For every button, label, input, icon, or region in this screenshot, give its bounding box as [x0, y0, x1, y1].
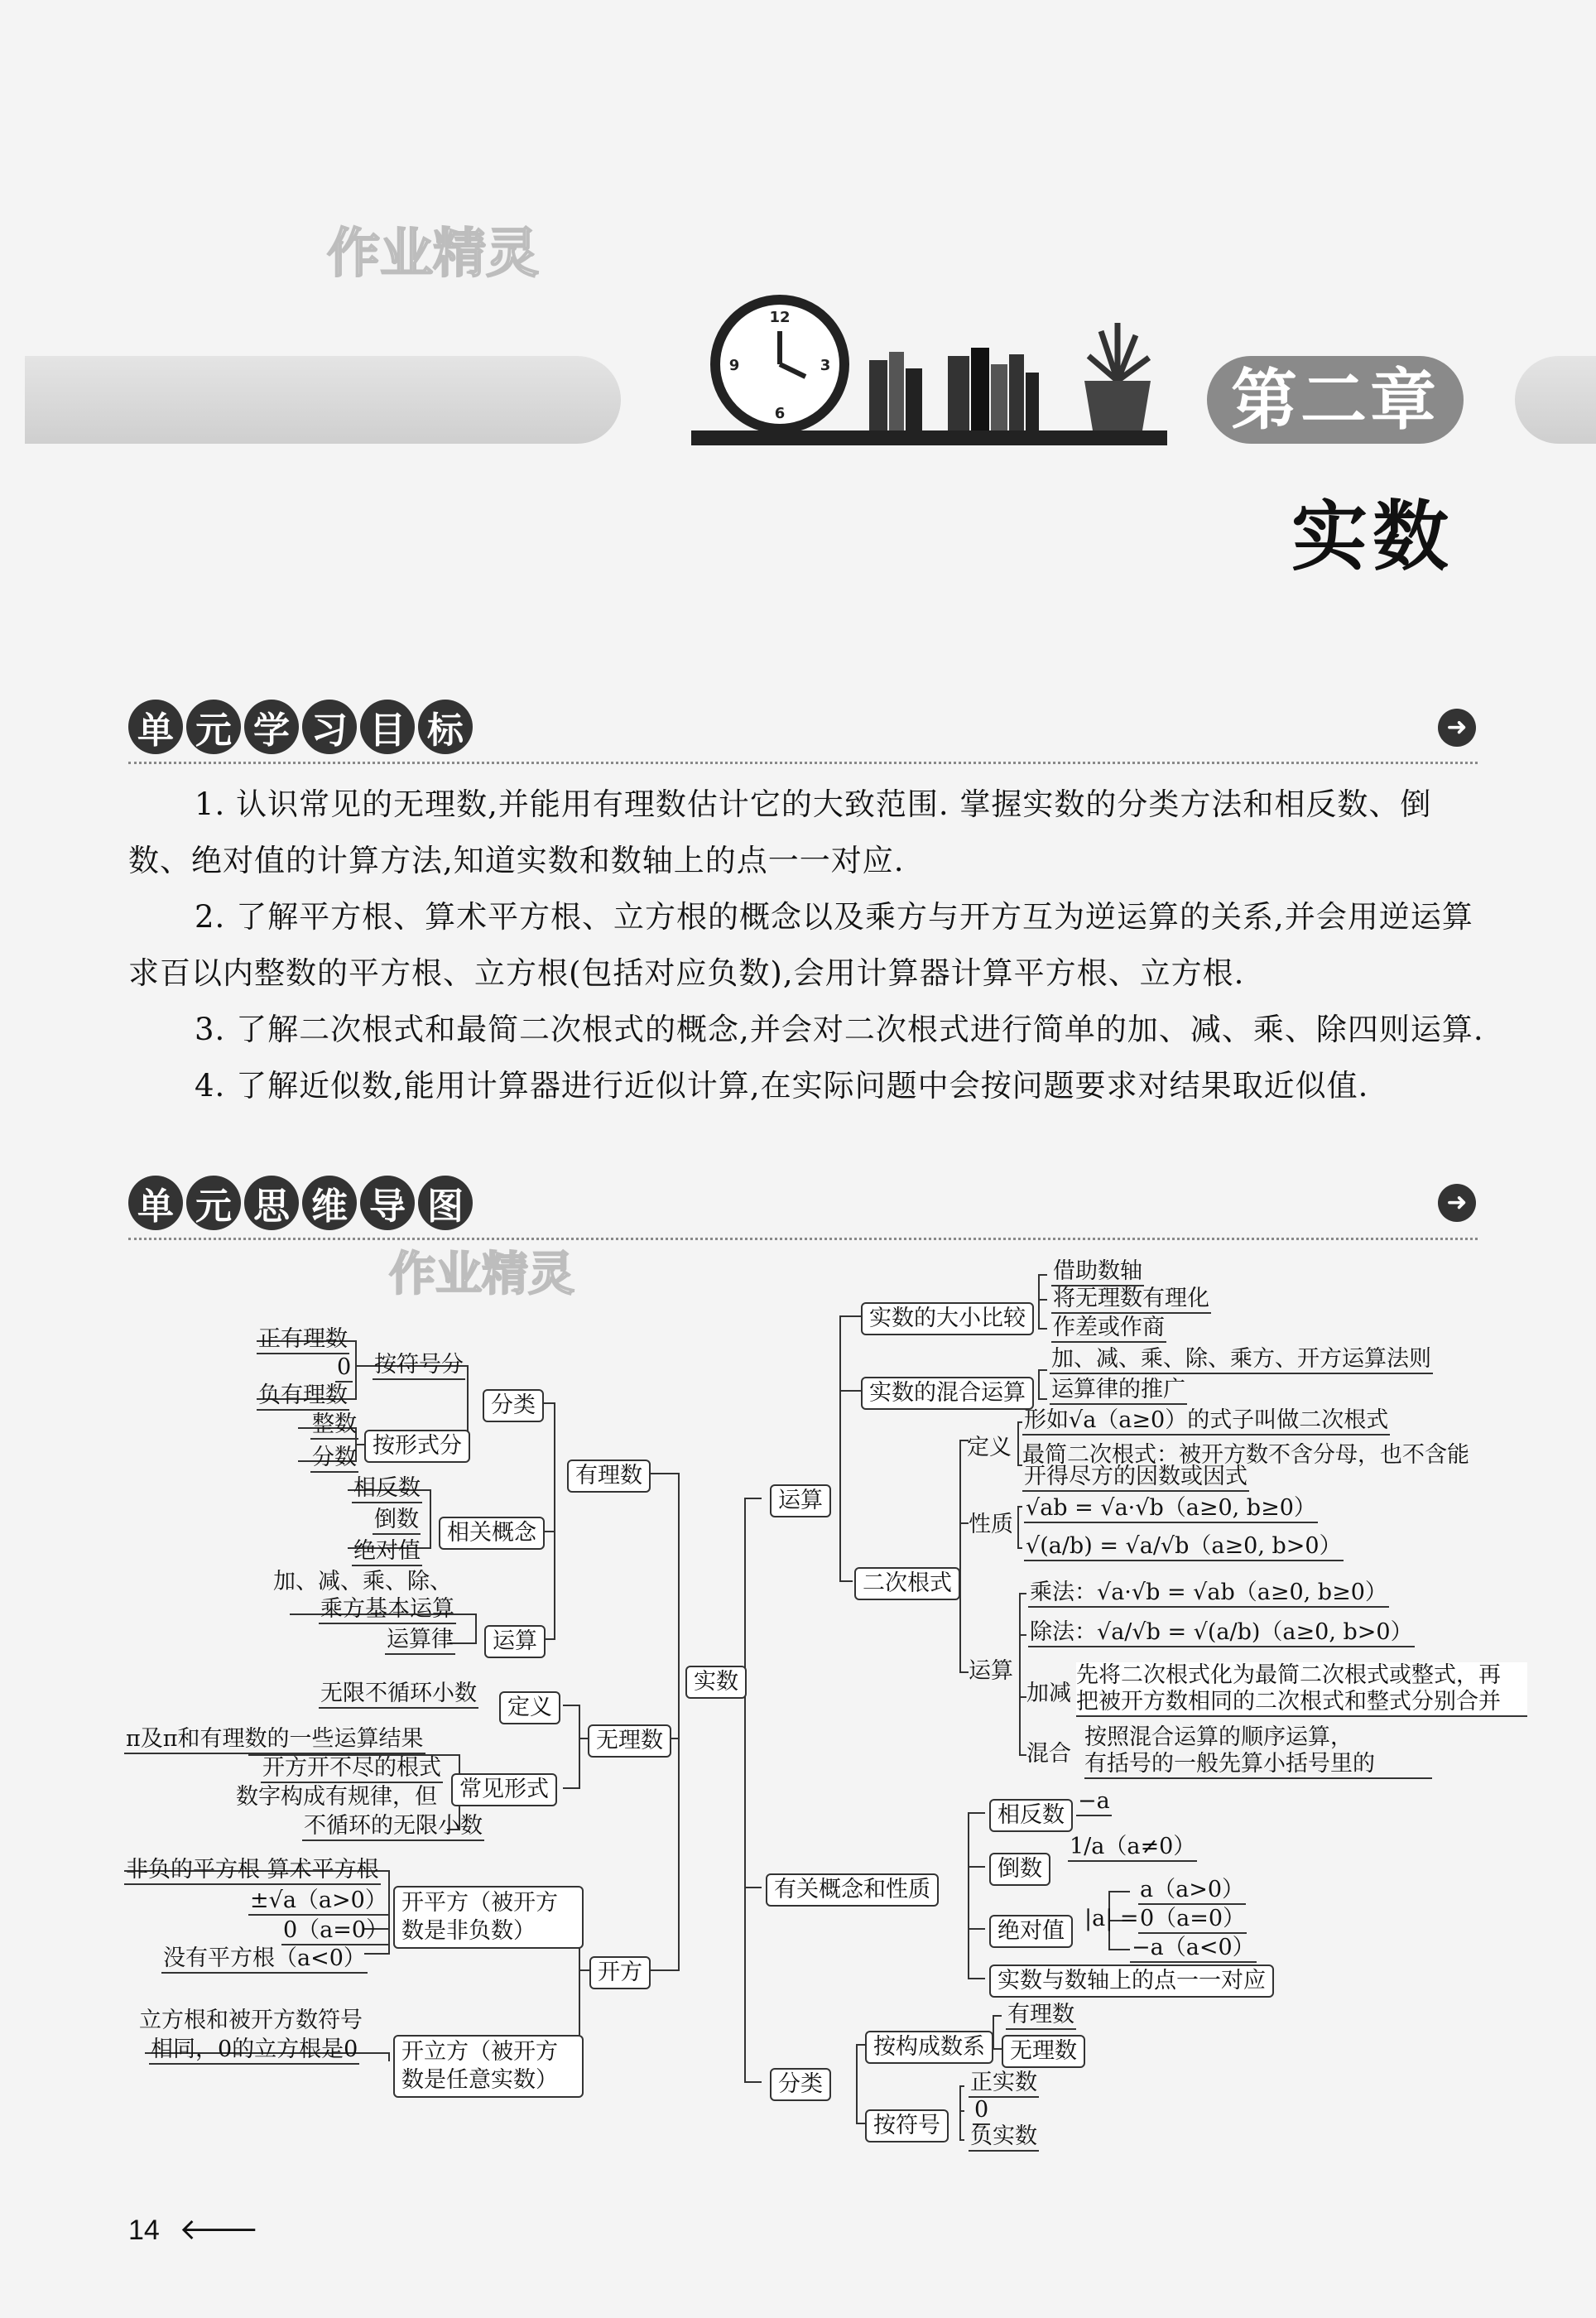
node-cls-rational: 有理数 [1006, 2002, 1076, 2030]
node-mix-1: 加、减、乘、除、乘方、开方运算法则 [1050, 1346, 1433, 1374]
node-cbrt-note-1: 立方根和被开方数符号 [139, 2008, 363, 2033]
goal-line-3: 2. 了解平方根、算术平方根、立方根的概念以及乘方与开方互为逆运算的关系,并会用逆运算 [195, 899, 1473, 935]
node-cmp-1: 借助数轴 [1051, 1258, 1144, 1286]
goals-char: 元 [186, 700, 241, 754]
goals-char: 单 [128, 700, 183, 754]
node-zero-sqrt: 0（a=0） [281, 1917, 390, 1945]
node-pm-sqrt: ±√a（a>0） [248, 1888, 389, 1916]
node-positive: 正实数 [969, 2070, 1039, 2098]
node-integer: 整数 [310, 1411, 358, 1440]
node-mixed: 实数的混合运算 [861, 1377, 1034, 1410]
node-ops-label: 运算 [484, 1625, 546, 1658]
node-rational: 有理数 [567, 1460, 651, 1493]
node-prop-2: √(a/b) = √a/√b（a≥0, b>0） [1024, 1533, 1344, 1561]
node-add-2: 把被开方数相同的二次根式和整式分别合并 [1076, 1689, 1501, 1714]
node-cls-irrational: 无理数 [1002, 2035, 1085, 2068]
node-c-axis: 实数与数轴上的点一一对应 [989, 1965, 1274, 1998]
node-add [1076, 1662, 1527, 1717]
page-number [128, 2210, 259, 2247]
node-mul: 乘法：√a·√b = √ab（a≥0, b≥0） [1028, 1580, 1389, 1608]
page-number-text: 14 [128, 2215, 160, 2246]
node-compare: 实数的大小比较 [861, 1302, 1034, 1335]
goal-line-1: 1. 认识常见的无理数,并能用有理数估计它的大致范围. 掌握实数的分类方法和相反数、倒 [195, 786, 1432, 822]
arrow-left-icon: 🡐 [179, 2212, 259, 2246]
node-quad: 二次根式 [854, 1567, 960, 1600]
svg-text:3: 3 [820, 357, 831, 374]
node-zero: 0 [335, 1354, 353, 1383]
mindmap-char: 单 [128, 1176, 183, 1230]
node-absolute: 绝对值 [352, 1538, 422, 1566]
node-by-sign: 按符号分 [373, 1352, 465, 1380]
mindmap-char: 元 [186, 1176, 241, 1230]
node-ops: 运算 [770, 1484, 831, 1517]
node-pos-rational: 正有理数 [257, 1326, 349, 1354]
goal-line-4: 求百以内整数的平方根、立方根(包括对应负数),会用计算器计算平方根、立方根. [128, 955, 1245, 991]
node-cmp-2: 将无理数有理化 [1051, 1286, 1211, 1314]
node-mixc-1: 按照混合运算的顺序运算， [1084, 1724, 1353, 1750]
node-zero-r: 0 [973, 2097, 990, 2125]
node-nonneg-sqrt: 非负的平方根 算术平方根 [124, 1857, 381, 1885]
node-root-op: 开方 [589, 1956, 651, 1989]
node-prop: 性质 [969, 1512, 1013, 1537]
node-sqrt-line2: 数是非负数） [401, 1918, 536, 1944]
node-prop-1: √ab = √a·√b（a≥0, b≥0） [1024, 1495, 1318, 1523]
node-opposite: 相反数 [352, 1475, 422, 1503]
node-def: 定义 [967, 1435, 1012, 1460]
node-cbrt-note-2: 相同，0的立方根是0 [149, 2037, 359, 2065]
node-c-abs-3: −a（a<0） [1130, 1935, 1257, 1963]
goal-line-2: 数、绝对值的计算方法,知道实数和数轴上的点一一对应. [128, 843, 905, 878]
svg-text:6: 6 [774, 405, 786, 422]
watermark-mid: 作业精灵 [389, 1248, 574, 1301]
node-mixc-label: 混合 [1026, 1741, 1071, 1767]
node-add-label: 加减 [1026, 1681, 1071, 1706]
mindmap-char: 维 [302, 1176, 357, 1230]
node-pattern-2: 不循环的无限小数 [302, 1813, 484, 1841]
mindmap-char: 思 [244, 1176, 299, 1230]
goals-char: 习 [302, 700, 357, 754]
node-c-abs-lhs: |a| = [1084, 1906, 1139, 1931]
node-mixc-2: 有括号的一般先算小括号里的 [1084, 1751, 1375, 1777]
node-def-1: 形如√a（a≥0）的式子叫做二次根式 [1022, 1407, 1390, 1436]
arrow-right-icon[interactable]: ➜ [1438, 1184, 1476, 1222]
node-by-sign-r: 按符号 [865, 2109, 949, 2142]
node-by-form: 按形式分 [364, 1430, 470, 1463]
node-mixc [1084, 1724, 1432, 1779]
node-add-1: 先将二次根式化为最简二次根式或整式，再 [1076, 1662, 1501, 1688]
node-cbrt-line1: 开立方（被开方 [401, 2039, 558, 2065]
mindmap-char: 导 [360, 1176, 415, 1230]
node-c-abs-1: a（a>0） [1138, 1877, 1246, 1905]
goal-line-5: 3. 了解二次根式和最简二次根式的概念,并会对二次根式进行简单的加、减、乘、除四则运算. [195, 1012, 1484, 1047]
node-fraction: 分数 [310, 1445, 358, 1473]
node-unending-root: 开方开不尽的根式 [261, 1755, 443, 1783]
arrow-right-icon[interactable]: ➜ [1438, 709, 1476, 747]
node-div: 除法：√a/√b = √(a/b)（a≥0, b>0） [1028, 1619, 1415, 1647]
svg-text:9: 9 [728, 357, 740, 374]
node-ops-law: 运算律 [385, 1627, 455, 1655]
node-c-abs-2: 0（a=0） [1138, 1906, 1247, 1934]
svg-text:12: 12 [769, 309, 791, 326]
mindmap-char: 图 [418, 1176, 473, 1230]
node-c-rec-v: 1/a（a≠0） [1068, 1834, 1197, 1862]
node-common-forms: 常见形式 [451, 1773, 557, 1806]
node-mix-2: 运算律的推广 [1050, 1377, 1187, 1405]
watermark-top: 作业精灵 [327, 224, 539, 285]
node-classify: 分类 [483, 1389, 544, 1422]
goals-char: 目 [360, 700, 415, 754]
node-pi: π及π和有理数的一些运算结果 [124, 1726, 425, 1754]
node-def-2: 最简二次根式：被开方数不含分母，也不含能 [1022, 1442, 1469, 1468]
chapter-title: 实数 [1291, 492, 1454, 581]
node-by-comp: 按构成数系 [865, 2031, 993, 2064]
node-c-abs: 绝对值 [989, 1915, 1073, 1948]
node-cbrt [393, 2035, 584, 2098]
node-ops-line2: 乘方基本运算 [319, 1596, 456, 1624]
node-c-opp: 相反数 [989, 1799, 1073, 1832]
goals-char: 学 [244, 700, 299, 754]
node-calc: 运算 [969, 1658, 1013, 1684]
node-nonrepeating: 无限不循环小数 [319, 1681, 478, 1709]
goal-line-6: 4. 了解近似数,能用计算器进行近似计算,在实际问题中会按问题要求对结果取近似值. [195, 1068, 1369, 1104]
node-root: 实数 [685, 1666, 747, 1699]
node-reciprocal: 倒数 [373, 1507, 421, 1535]
node-related: 相关概念 [439, 1517, 545, 1550]
node-negative: 负实数 [969, 2123, 1039, 2152]
node-cls: 分类 [770, 2068, 831, 2101]
node-irrational: 无理数 [588, 1724, 671, 1758]
node-pattern-1: 数字构成有规律，但 [236, 1784, 437, 1810]
node-cbrt-line2: 数是任意实数） [401, 2067, 558, 2093]
node-neg-rational: 负有理数 [257, 1383, 349, 1411]
goals-char: 标 [418, 700, 473, 754]
node-ops-line1: 加、减、乘、除、 [273, 1569, 452, 1594]
chapter-label: 第二章 [1207, 356, 1464, 444]
node-def-3: 开得尽方的因数或因式 [1022, 1464, 1249, 1492]
node-sqrt [393, 1886, 584, 1949]
node-cmp-3: 作差或作商 [1051, 1315, 1166, 1343]
node-sqrt-line1: 开平方（被开方 [401, 1890, 558, 1916]
node-definition: 定义 [499, 1691, 560, 1724]
node-concepts: 有关概念和性质 [766, 1873, 939, 1907]
node-c-opp-v: −a [1076, 1788, 1112, 1816]
node-no-sqrt: 没有平方根（a<0） [161, 1945, 368, 1974]
node-c-rec: 倒数 [989, 1853, 1050, 1886]
